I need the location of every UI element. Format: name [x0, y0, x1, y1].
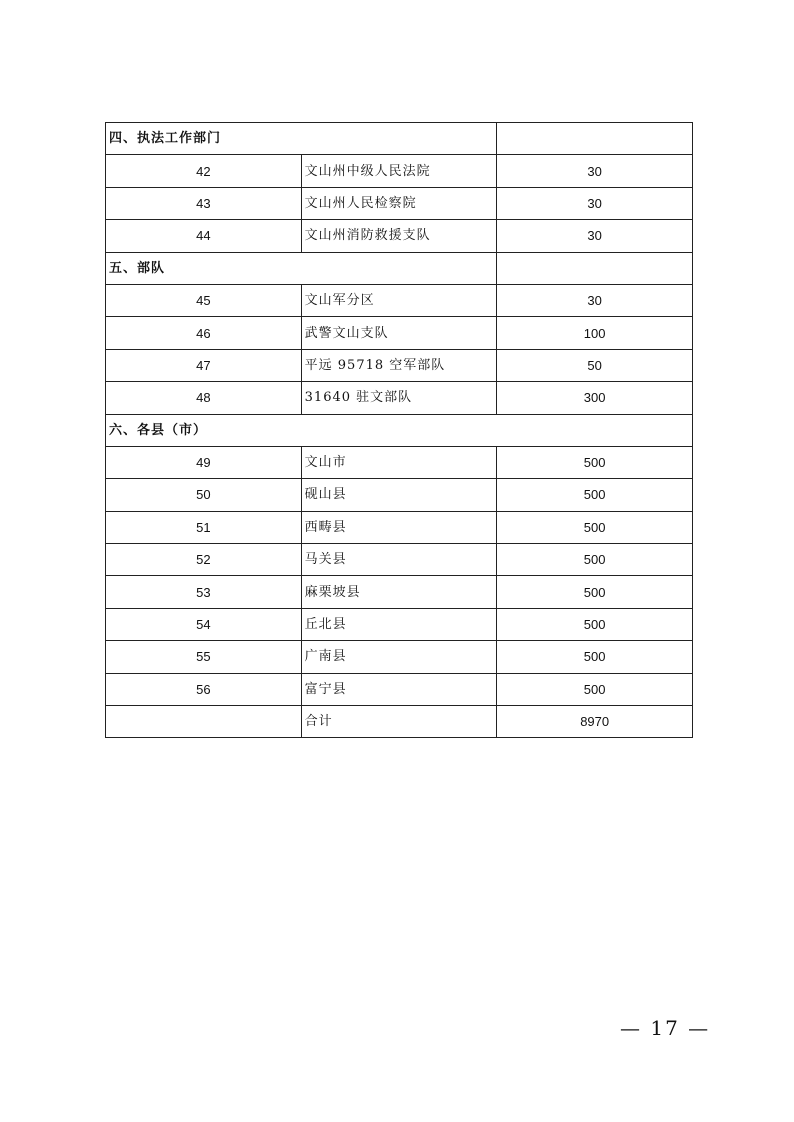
unit-name: 文山军分区 [301, 284, 497, 316]
allocation-table [105, 122, 693, 738]
unit-name: 31640 驻文部队 [301, 382, 497, 414]
row-number: 52 [106, 544, 302, 576]
row-number: 56 [106, 673, 302, 705]
total-row [106, 706, 693, 738]
table-row [106, 673, 693, 705]
amount: 500 [497, 511, 693, 543]
amount: 300 [497, 382, 693, 414]
section-title: 四、执法工作部门 [106, 123, 497, 155]
row-number: 48 [106, 382, 302, 414]
table-row [106, 284, 693, 316]
total-number [106, 706, 302, 738]
unit-name: 文山州人民检察院 [301, 187, 497, 219]
row-number: 47 [106, 349, 302, 381]
table-row [106, 382, 693, 414]
amount: 500 [497, 544, 693, 576]
amount: 50 [497, 349, 693, 381]
unit-name: 文山州中级人民法院 [301, 155, 497, 187]
row-number: 50 [106, 479, 302, 511]
unit-name: 丘北县 [301, 608, 497, 640]
row-number: 42 [106, 155, 302, 187]
section-header-row [106, 252, 693, 284]
unit-name: 马关县 [301, 544, 497, 576]
unit-name: 武警文山支队 [301, 317, 497, 349]
amount: 500 [497, 576, 693, 608]
table-row [106, 544, 693, 576]
row-number: 49 [106, 446, 302, 478]
total-amount: 8970 [497, 706, 693, 738]
row-number: 44 [106, 220, 302, 252]
unit-name: 西畴县 [301, 511, 497, 543]
table-row [106, 155, 693, 187]
unit-name: 富宁县 [301, 673, 497, 705]
row-number: 55 [106, 641, 302, 673]
total-label: 合计 [301, 706, 497, 738]
amount: 500 [497, 641, 693, 673]
row-number: 46 [106, 317, 302, 349]
page-number: — 17 — [620, 1016, 711, 1040]
amount: 100 [497, 317, 693, 349]
table-row [106, 220, 693, 252]
table-row [106, 446, 693, 478]
amount: 30 [497, 284, 693, 316]
amount: 500 [497, 479, 693, 511]
row-number: 51 [106, 511, 302, 543]
amount: 500 [497, 673, 693, 705]
amount: 30 [497, 220, 693, 252]
unit-name: 文山市 [301, 446, 497, 478]
section-amount-empty [497, 123, 693, 155]
amount: 30 [497, 187, 693, 219]
table-row [106, 317, 693, 349]
allocation-table-body [106, 123, 693, 738]
row-number: 54 [106, 608, 302, 640]
table-row [106, 511, 693, 543]
amount: 500 [497, 446, 693, 478]
table-row [106, 608, 693, 640]
unit-name: 广南县 [301, 641, 497, 673]
unit-name: 平远 95718 空军部队 [301, 349, 497, 381]
table-row [106, 641, 693, 673]
unit-name: 麻栗坡县 [301, 576, 497, 608]
amount: 30 [497, 155, 693, 187]
table-row [106, 349, 693, 381]
section-title: 六、各县（市） [106, 414, 693, 446]
row-number: 45 [106, 284, 302, 316]
section-header-row [106, 123, 693, 155]
table-row [106, 479, 693, 511]
section-header-row [106, 414, 693, 446]
unit-name: 文山州消防救援支队 [301, 220, 497, 252]
unit-name: 砚山县 [301, 479, 497, 511]
table-row [106, 576, 693, 608]
section-amount-empty [497, 252, 693, 284]
table-row [106, 187, 693, 219]
row-number: 53 [106, 576, 302, 608]
row-number: 43 [106, 187, 302, 219]
amount: 500 [497, 608, 693, 640]
section-title: 五、部队 [106, 252, 497, 284]
